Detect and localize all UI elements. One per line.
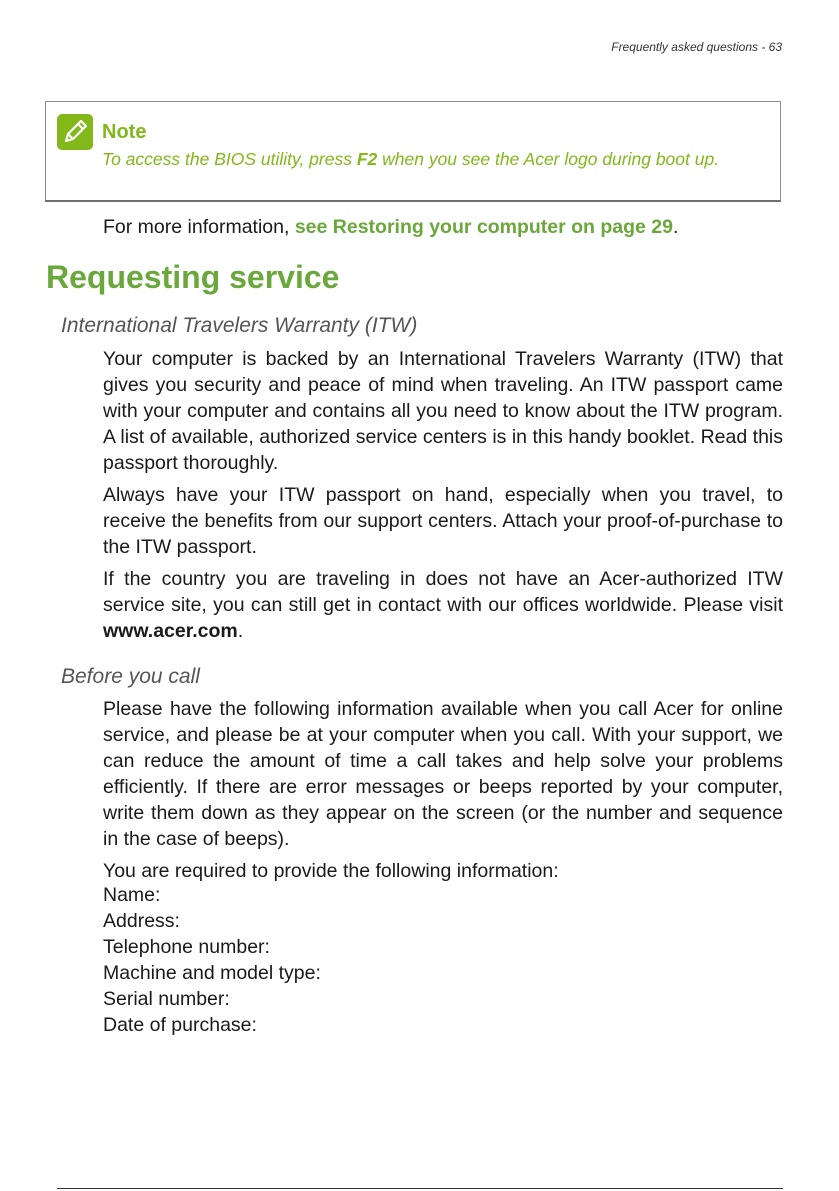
key-f2: F2: [356, 149, 378, 169]
footer-divider: [57, 1188, 783, 1189]
itw-para-2: Always have your ITW passport on hand, especially when you travel, to receive the benefits from our support centers. Attach your proof-of-purchase to the ITW passport.: [103, 484, 783, 558]
note-box: [45, 101, 781, 202]
section-title: Requesting service: [46, 259, 340, 295]
list-item: Telephone number:: [103, 936, 270, 958]
itw-para-3: If the country you are traveling in does not have an Acer-authorized ITW service site, you can still get in contact with our offices worldwide. Please visit www.acer.com.: [103, 568, 783, 642]
pencil-icon: [57, 114, 93, 150]
running-header: Frequently asked questions - 63: [611, 40, 782, 54]
note-text: To access the BIOS utility, press F2 when you see the Acer logo during boot up.: [102, 149, 720, 169]
list-item: Date of purchase:: [103, 1014, 257, 1036]
itw-heading: International Travelers Warranty (ITW): [61, 314, 418, 337]
list-item: Machine and model type:: [103, 962, 321, 984]
restoring-link[interactable]: see Restoring your computer on page 29: [294, 216, 673, 238]
acer-website-link[interactable]: www.acer.com: [103, 620, 238, 642]
list-item: Address:: [103, 910, 180, 932]
list-item: Serial number:: [103, 988, 230, 1010]
required-info-intro: You are required to provide the following information:: [103, 860, 559, 882]
required-info-list: [103, 882, 321, 1038]
itw-para-1: Your computer is backed by an International Travelers Warranty (ITW) that gives you security and peace of mind when traveling. An ITW passport came with your computer and contains all you need to know about the ITW program. A list of available, authorized service centers is in this handy booklet. Read this passport thoroughly.: [103, 348, 783, 474]
before-call-para: Please have the following information available when you call Acer for online service, and please be at your computer when you call. With your support, we can reduce the amount of time a call takes and help solve your problems efficiently. If there are error messages or beeps reported by your computer, write them down as they appear on the screen (or the number and sequence in the case of beeps).: [103, 698, 783, 850]
note-title: Note: [102, 121, 147, 143]
list-item: Name:: [103, 884, 161, 906]
more-info-line: For more information, see Restoring your computer on page 29.: [103, 216, 679, 238]
before-call-heading: Before you call: [61, 665, 200, 688]
